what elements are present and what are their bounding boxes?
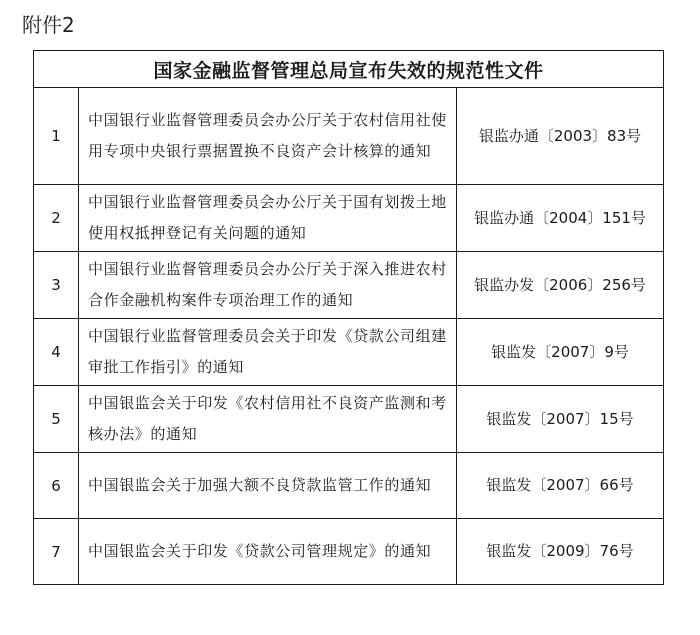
- row-number: 4: [34, 319, 79, 386]
- row-number: 3: [34, 252, 79, 319]
- attachment-label: 附件2: [22, 13, 75, 37]
- table-title-row: [34, 51, 664, 88]
- document-code: 银监发〔2007〕9号: [457, 319, 664, 386]
- table-row: [34, 319, 664, 386]
- document-code: 银监发〔2007〕66号: [457, 453, 664, 519]
- row-number: 6: [34, 453, 79, 519]
- table-row: [34, 185, 664, 252]
- document-name: 中国银行业监督管理委员会办公厅关于农村信用社使用专项中央银行票据置换不良资产会计核算的通知: [79, 88, 457, 185]
- row-number: 7: [34, 519, 79, 585]
- table-row: [34, 519, 664, 585]
- table-row: [34, 88, 664, 185]
- row-number: 5: [34, 386, 79, 453]
- row-number: 2: [34, 185, 79, 252]
- table-title: 国家金融监督管理总局宣布失效的规范性文件: [34, 51, 664, 88]
- table-row: [34, 252, 664, 319]
- document-code: 银监办通〔2003〕83号: [457, 88, 664, 185]
- document-name: 中国银监会关于印发《农村信用社不良资产监测和考核办法》的通知: [79, 386, 457, 453]
- document-code: 银监发〔2009〕76号: [457, 519, 664, 585]
- document-name: 中国银行业监督管理委员会关于印发《贷款公司组建审批工作指引》的通知: [79, 319, 457, 386]
- document-code: 银监办通〔2004〕151号: [457, 185, 664, 252]
- document-name: 中国银监会关于印发《贷款公司管理规定》的通知: [79, 519, 457, 585]
- document-name: 中国银行业监督管理委员会办公厅关于深入推进农村合作金融机构案件专项治理工作的通知: [79, 252, 457, 319]
- document-code: 银监办发〔2006〕256号: [457, 252, 664, 319]
- document-name: 中国银监会关于加强大额不良贷款监管工作的通知: [79, 453, 457, 519]
- row-number: 1: [34, 88, 79, 185]
- document-name: 中国银行业监督管理委员会办公厅关于国有划拨土地使用权抵押登记有关问题的通知: [79, 185, 457, 252]
- document-code: 银监发〔2007〕15号: [457, 386, 664, 453]
- table-row: [34, 453, 664, 519]
- invalidated-documents-table: [33, 50, 664, 585]
- table-row: [34, 386, 664, 453]
